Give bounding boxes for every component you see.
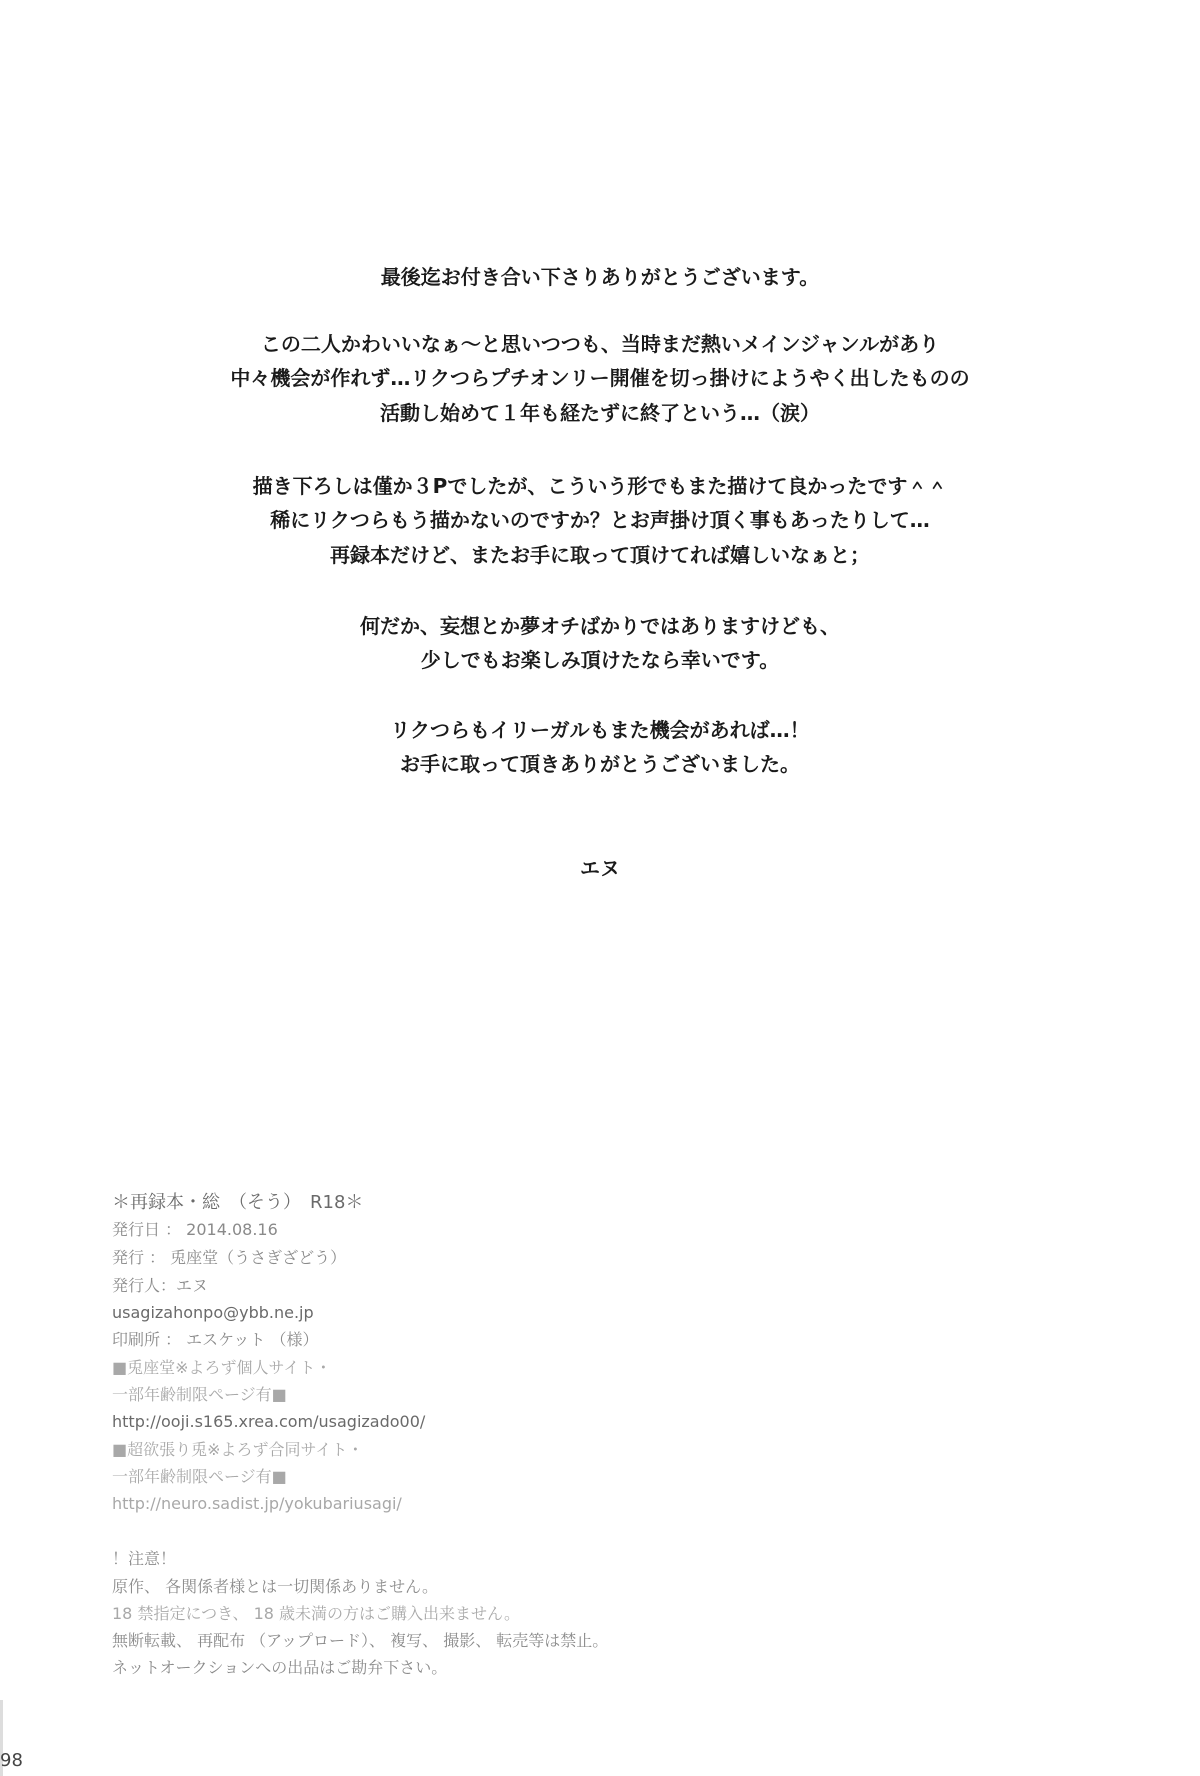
signature: エヌ <box>580 856 620 880</box>
afterword-line: 稀にリクつらもう描かないのですか？とお声掛け頂く事もあったりして… <box>270 508 930 532</box>
afterword-line: 最後迄お付き合い下さりありがとうございます。 <box>380 265 820 289</box>
notice-line: 無断転載、 再配布 （アップロード）、 複写、 撮影、 転売等は禁止。 <box>112 1631 609 1650</box>
colophon-author: 発行人：エヌ <box>112 1276 209 1295</box>
notice-line: 18 禁指定につき、 18 歳未満の方はご購入出来ません。 <box>112 1604 520 1623</box>
colophon-date: 発行日 ： 2014.08.16 <box>112 1220 278 1239</box>
afterword-line: 中々機会が作れず…リクつらプチオンリー開催を切っ掛けにようやく出したものの <box>230 366 970 390</box>
colophon-site1-url: http://ooji.s165.xrea.com/usagizado00/ <box>112 1412 426 1431</box>
afterword-line: 活動し始めて１年も経たずに終了という…（涙） <box>380 401 820 425</box>
afterword-line: 少しでもお楽しみ頂けたなら幸いです。 <box>420 648 780 672</box>
colophon-site2-note: 一部年齢制限ページ有■ <box>112 1467 287 1486</box>
colophon-email: usagizahonpo@ybb.ne.jp <box>112 1303 314 1322</box>
afterword-line: 再録本だけど、またお手に取って頂けてれば嬉しいなぁと； <box>330 543 870 567</box>
afterword-line: リクつらもイリーガルもまた機会があれば…！ <box>390 718 810 742</box>
afterword-line: 描き下ろしは僅か３Pでしたが、こういう形でもまた描けて良かったです＾＾ <box>252 474 948 498</box>
afterword-line: お手に取って頂きありがとうございました。 <box>400 752 800 776</box>
colophon-printer: 印刷所 ： エスケット （様） <box>112 1330 319 1349</box>
colophon-site1-name: ■兎座堂※よろず個人サイト・ <box>112 1358 332 1377</box>
colophon-site2-name: ■超欲張り兎※よろず合同サイト・ <box>112 1440 364 1459</box>
page-number: 98 <box>0 1750 23 1771</box>
afterword-line: この二人かわいいなぁ～と思いつつも、当時まだ熱いメインジャンルがあり <box>260 332 940 356</box>
colophon-title: ＊再録本・総 （そう） R18＊ <box>112 1192 364 1213</box>
colophon-site1-note: 一部年齢制限ページ有■ <box>112 1385 287 1404</box>
colophon-site2-url: http://neuro.sadist.jp/yokubariusagi/ <box>112 1494 402 1513</box>
notice-line: ネットオークションへの出品はご勘弁下さい。 <box>112 1658 448 1677</box>
notice-line: 原作、 各関係者様とは一切関係ありません。 <box>112 1577 439 1596</box>
afterword-line: 何だか、妄想とか夢オチばかりではありますけども、 <box>360 614 840 638</box>
notice-heading: ！注意！ <box>112 1549 177 1568</box>
colophon-publisher: 発行 ： 兎座堂（うさぎざどう） <box>112 1248 347 1267</box>
